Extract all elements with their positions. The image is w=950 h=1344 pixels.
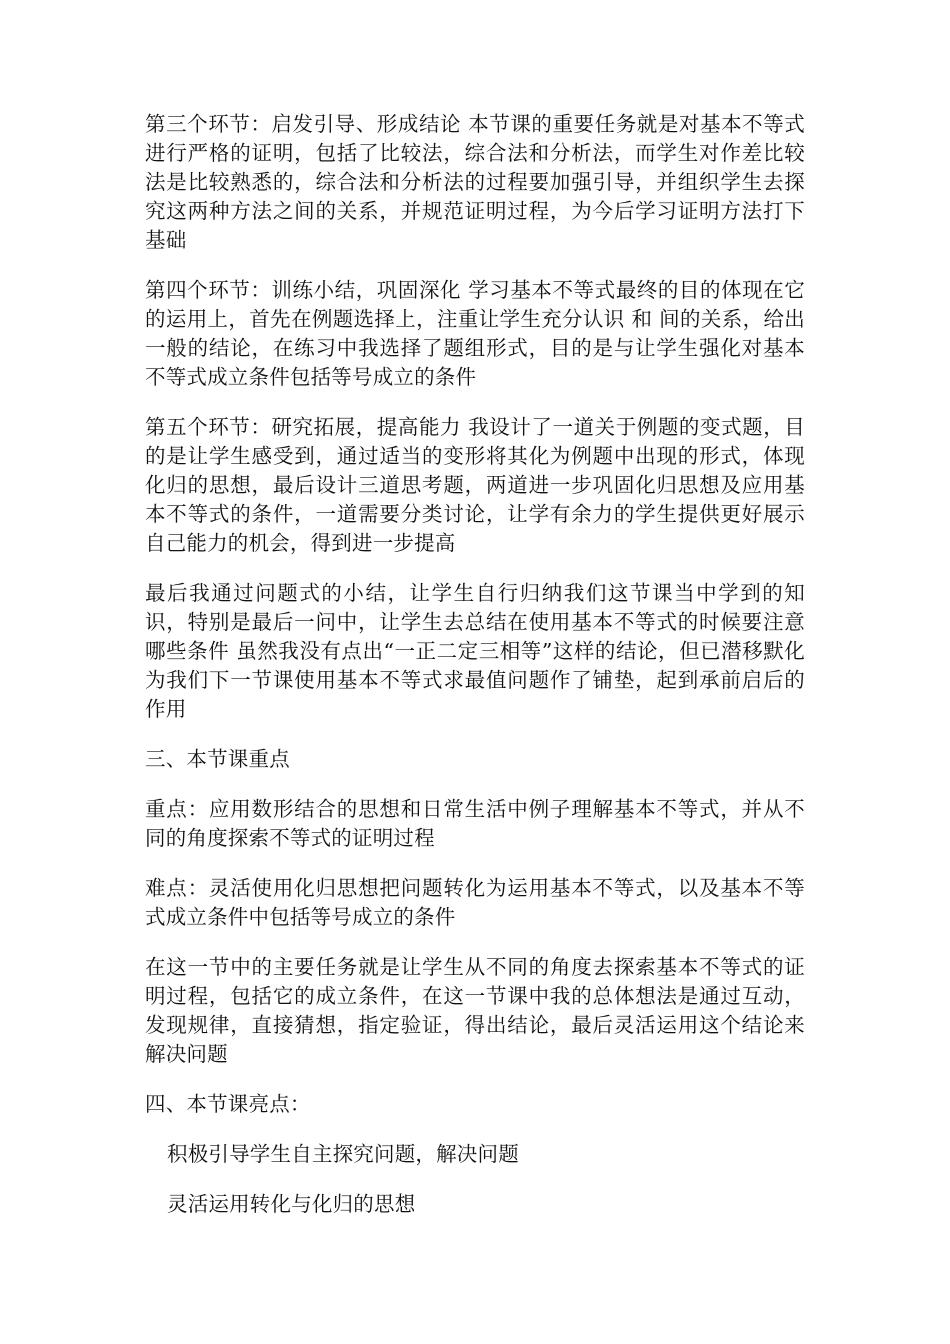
paragraph-difficult-point: 难点：灵活使用化归思想把问题转化为运用基本不等式，以及基本不等式成立条件中包括等号成立的条件 (145, 876, 805, 929)
highlight-item-1: 积极引导学生自主探究问题，解决问题 (167, 1142, 519, 1166)
paragraph-step-five: 第五个环节：研究拓展，提高能力 我设计了一道关于例题的变式题，目的是让学生感受到，通过适当的变形将其化为例题中出现的形式，体现化归的思想，最后设计三道思考题，两道进一步巩固化归思想及应用基本不等式的条件，一道需要分类讨论，让学有余力的学生提供更好展示自己能力的机会，得到进一步提高 (145, 415, 805, 555)
paragraph-step-three: 第三个环节：启发引导、形成结论 本节课的重要任务就是对基本不等式进行严格的证明，包括了比较法，综合法和分析法，而学生对作差比较法是比较熟悉的，综合法和分析法的过程要加强引导，并组织学生去探究这两种方法之间的关系，并规范证明过程，为今后学习证明方法打下基础 (145, 112, 805, 252)
highlight-item-2: 灵活运用转化与化归的思想 (167, 1192, 416, 1216)
paragraph-step-four: 第四个环节：训练小结，巩固深化 学习基本不等式最终的目的体现在它的运用上，首先在例题选择上，注重让学生充分认识 和 间的关系，给出一般的结论，在练习中我选择了题组形式，目的是与让学生强化对基本不等式成立条件包括等号成立的条件 (145, 278, 805, 389)
paragraph-summary: 最后我通过问题式的小结，让学生自行归纳我们这节课当中学到的知识，特别是最后一问中，让学生去总结在使用基本不等式的时候要注意哪些条件 虽然我没有点出“一正二定三相等”这样的结论，但已潜移默化为我们下一节课使用基本不等式求最值问题作了铺垫，起到承前启后的作用 (145, 581, 805, 721)
paragraph-main-task: 在这一节中的主要任务就是让学生从不同的角度去探索基本不等式的证明过程，包括它的成立条件，在这一节课中我的总体想法是通过互动，发现规律，直接猜想，指定验证，得出结论，最后灵活运用这个结论来解决问题 (145, 955, 805, 1066)
document-body (145, 110, 805, 1240)
section-heading-highlights: 四、本节课亮点： (145, 1092, 311, 1116)
paragraph-key-point: 重点：应用数形结合的思想和日常生活中例子理解基本不等式，并从不同的角度探索不等式的证明过程 (145, 797, 805, 850)
section-heading-key-points: 三、本节课重点 (145, 747, 290, 771)
